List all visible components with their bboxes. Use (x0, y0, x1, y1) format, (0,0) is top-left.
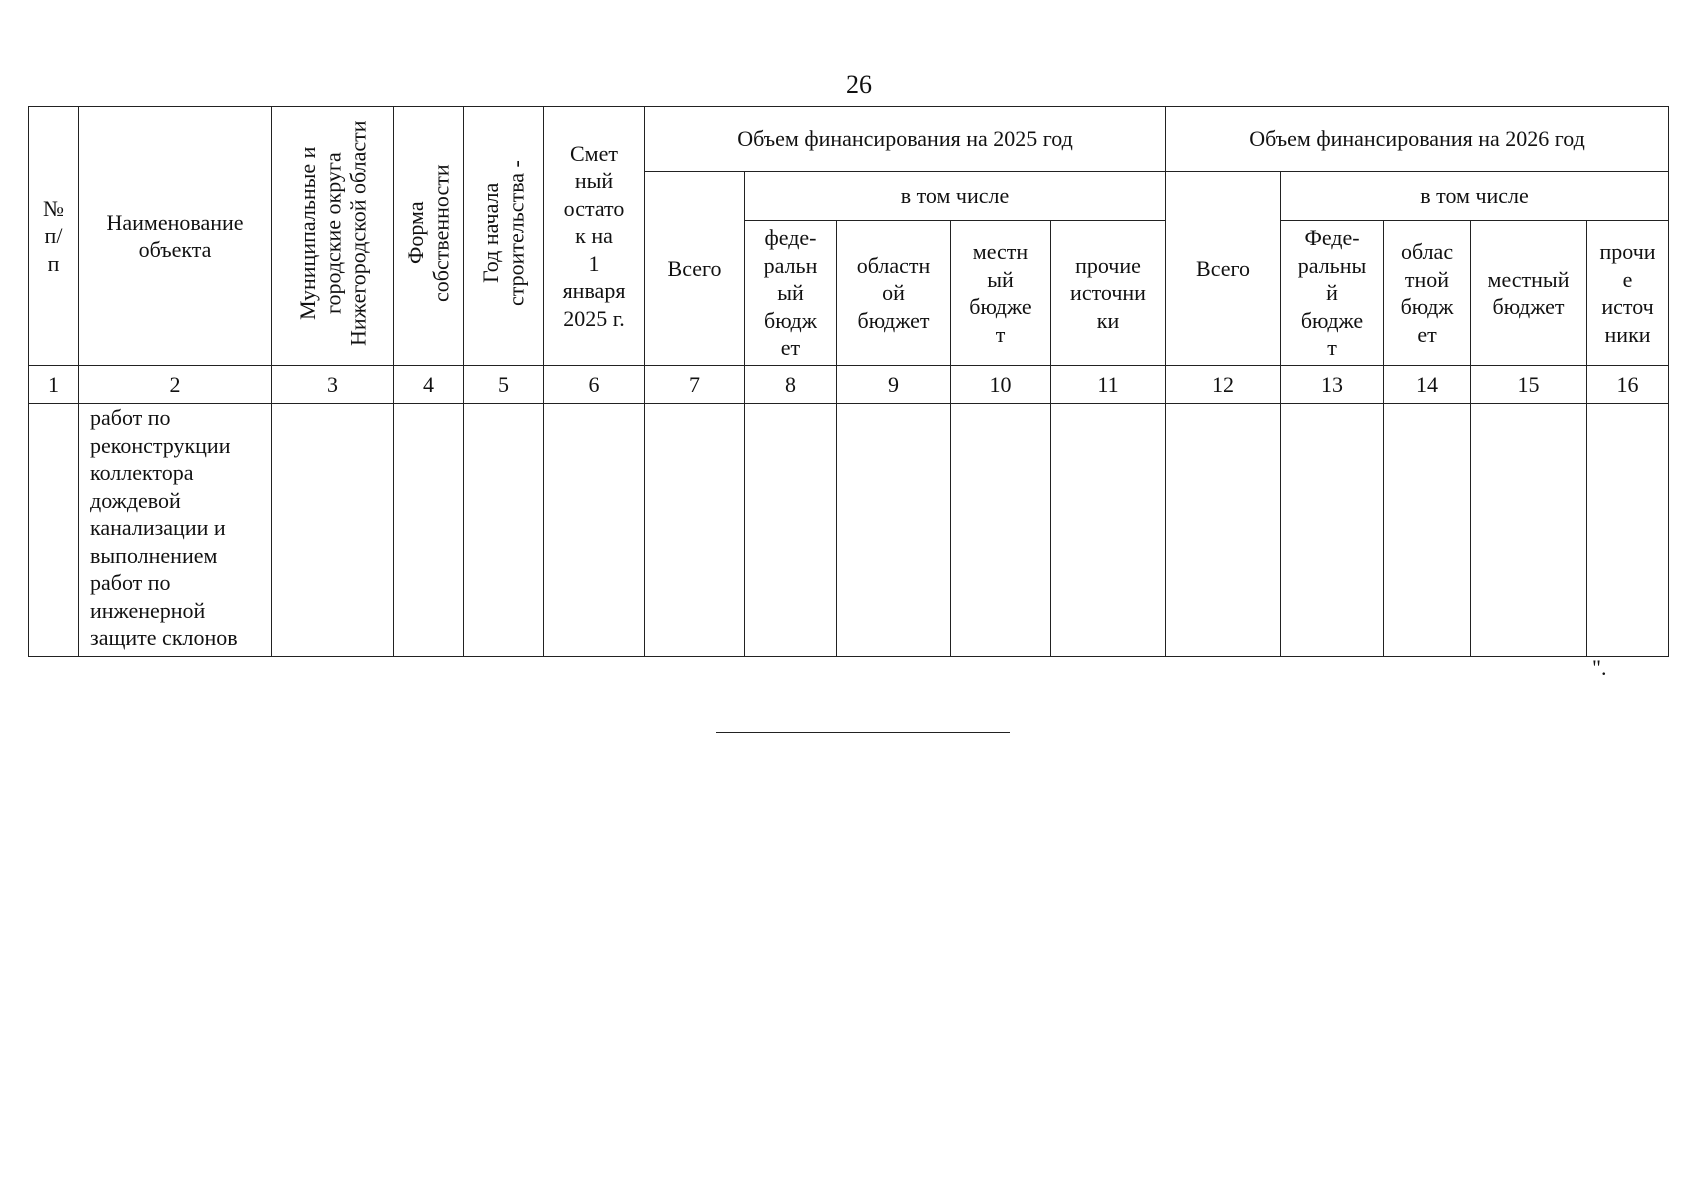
column-number: 5 (464, 366, 544, 404)
table-cell (1166, 404, 1281, 657)
column-number: 4 (394, 366, 464, 404)
header-balance: Смет ный остато к на 1 января 2025 г. (544, 107, 645, 366)
header-other-2026: прочи е источ ники (1587, 221, 1669, 366)
header-federal-2026: Феде- ральны й бюдже т (1281, 221, 1384, 366)
column-number: 12 (1166, 366, 1281, 404)
header-local-2026: местный бюджет (1471, 221, 1587, 366)
footer-divider-line (716, 732, 1010, 733)
column-number: 2 (79, 366, 272, 404)
header-federal-2025: феде- ральн ый бюдж ет (745, 221, 837, 366)
header-regional-2025: областн ой бюджет (837, 221, 951, 366)
header-total-2025: Всего (645, 172, 745, 366)
closing-quote-mark: ". (1592, 655, 1607, 680)
table-cell (544, 404, 645, 657)
header-regional-2026: облас тной бюдж ет (1384, 221, 1471, 366)
header-group-2025: Объем финансирования на 2025 год (645, 107, 1166, 172)
financing-table (28, 106, 1669, 657)
header-num: № п/ п (29, 107, 79, 366)
table-cell (951, 404, 1051, 657)
column-number: 13 (1281, 366, 1384, 404)
header-start-year: Год начала строительства - (464, 107, 544, 366)
table-row (29, 404, 1669, 657)
column-number: 8 (745, 366, 837, 404)
header-including-2025: в том числе (745, 172, 1166, 221)
table-cell (394, 404, 464, 657)
column-number: 3 (272, 366, 394, 404)
table-cell (1051, 404, 1166, 657)
table-cell (1587, 404, 1669, 657)
page-number: 26 (846, 70, 872, 99)
column-number: 14 (1384, 366, 1471, 404)
header-districts: Муниципальные и городские округа Нижегородской области (272, 107, 394, 366)
table-cell (645, 404, 745, 657)
table-cell (837, 404, 951, 657)
header-name: Наименование объекта (79, 107, 272, 366)
header-including-2026: в том числе (1281, 172, 1669, 221)
table-cell (1281, 404, 1384, 657)
header-ownership: Форма собственности (394, 107, 464, 366)
table-cell (1471, 404, 1587, 657)
header-local-2025: местн ый бюдже т (951, 221, 1051, 366)
object-name-cell: работ по реконструкции коллектора дождевой канализации и выполнением работ по инженерной защите склонов (79, 404, 272, 657)
row-num-cell (29, 404, 79, 657)
header-group-2026: Объем финансирования на 2026 год (1166, 107, 1669, 172)
table-cell (272, 404, 394, 657)
column-number: 16 (1587, 366, 1669, 404)
column-number: 6 (544, 366, 645, 404)
column-number: 15 (1471, 366, 1587, 404)
column-number-row (29, 366, 1669, 404)
column-number: 7 (645, 366, 745, 404)
column-number: 10 (951, 366, 1051, 404)
header-total-2026: Всего (1166, 172, 1281, 366)
table-cell (1384, 404, 1471, 657)
column-number: 1 (29, 366, 79, 404)
table-cell (745, 404, 837, 657)
table-cell (464, 404, 544, 657)
column-number: 11 (1051, 366, 1166, 404)
header-other-2025: прочие источни ки (1051, 221, 1166, 366)
column-number: 9 (837, 366, 951, 404)
